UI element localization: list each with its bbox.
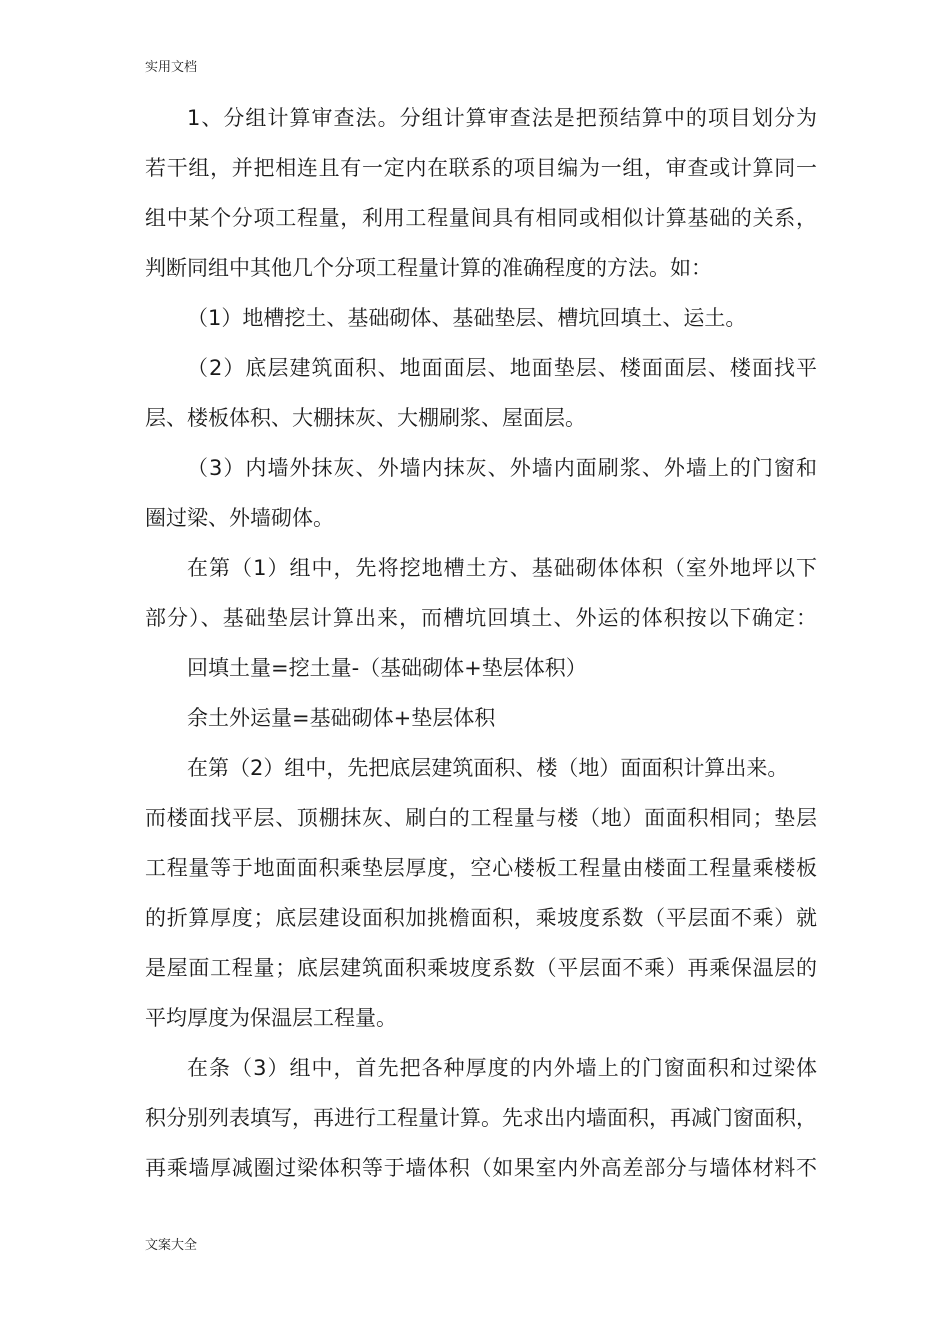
text-line: 回填土量=挖土量-（基础砌体+垫层体积） — [187, 656, 587, 680]
text-line: （3）内墙外抹灰、外墙内抹灰、外墙内面刷浆、外墙上的门窗和 — [187, 456, 817, 480]
text-line: 余土外运量=基础砌体+垫层体积 — [187, 706, 496, 730]
text-line: 层、楼板体积、大棚抹灰、大棚刷浆、屋面层。 — [145, 406, 586, 430]
text-line: 组中某个分项工程量，利用工程量间具有相同或相似计算基础的关系， — [145, 206, 817, 230]
text-line: 是屋面工程量；底层建筑面积乘坡度系数（平层面不乘）再乘保温层的 — [145, 956, 817, 980]
text-line: 积分别列表填写，再进行工程量计算。先求出内墙面积，再减门窗面积， — [145, 1106, 817, 1130]
page-footer: 文案大全 — [145, 1238, 198, 1253]
page-header: 实用文档 — [145, 60, 198, 75]
text-line: 平均厚度为保温层工程量。 — [145, 1006, 397, 1030]
text-line: 再乘墙厚减圈过梁体积等于墙体积（如果室内外高差部分与墙体材料不 — [145, 1156, 817, 1180]
text-line: 在条（3）组中，首先把各种厚度的内外墙上的门窗面积和过梁体 — [187, 1056, 817, 1080]
text-line: 在第（2）组中，先把底层建筑面积、楼（地）面面积计算出来。 — [187, 756, 789, 780]
text-line: 而楼面找平层、顶棚抹灰、刷白的工程量与楼（地）面面积相同；垫层 — [145, 806, 817, 830]
text-line: 的折算厚度；底层建设面积加挑檐面积，乘坡度系数（平层面不乘）就 — [145, 906, 817, 930]
document-body — [145, 93, 817, 1193]
text-line: 若干组，并把相连且有一定内在联系的项目编为一组，审查或计算同一 — [145, 156, 817, 180]
text-line: 圈过梁、外墙砌体。 — [145, 506, 334, 530]
text-line: 工程量等于地面面积乘垫层厚度，空心楼板工程量由楼面工程量乘楼板 — [145, 856, 817, 880]
text-line: 部分）、基础垫层计算出来，而槽坑回填土、外运的体积按以下确定： — [145, 606, 817, 630]
text-line: 1、分组计算审查法。分组计算审查法是把预结算中的项目划分为 — [187, 106, 817, 130]
text-line: 在第（1）组中，先将挖地槽土方、基础砌体体积（室外地坪以下 — [187, 556, 817, 580]
text-line: （2）底层建筑面积、地面面层、地面垫层、楼面面层、楼面找平 — [187, 356, 817, 380]
text-line: （1）地槽挖土、基础砌体、基础垫层、槽坑回填土、运土。 — [187, 306, 747, 330]
text-line: 判断同组中其他几个分项工程量计算的准确程度的方法。如： — [145, 256, 712, 280]
